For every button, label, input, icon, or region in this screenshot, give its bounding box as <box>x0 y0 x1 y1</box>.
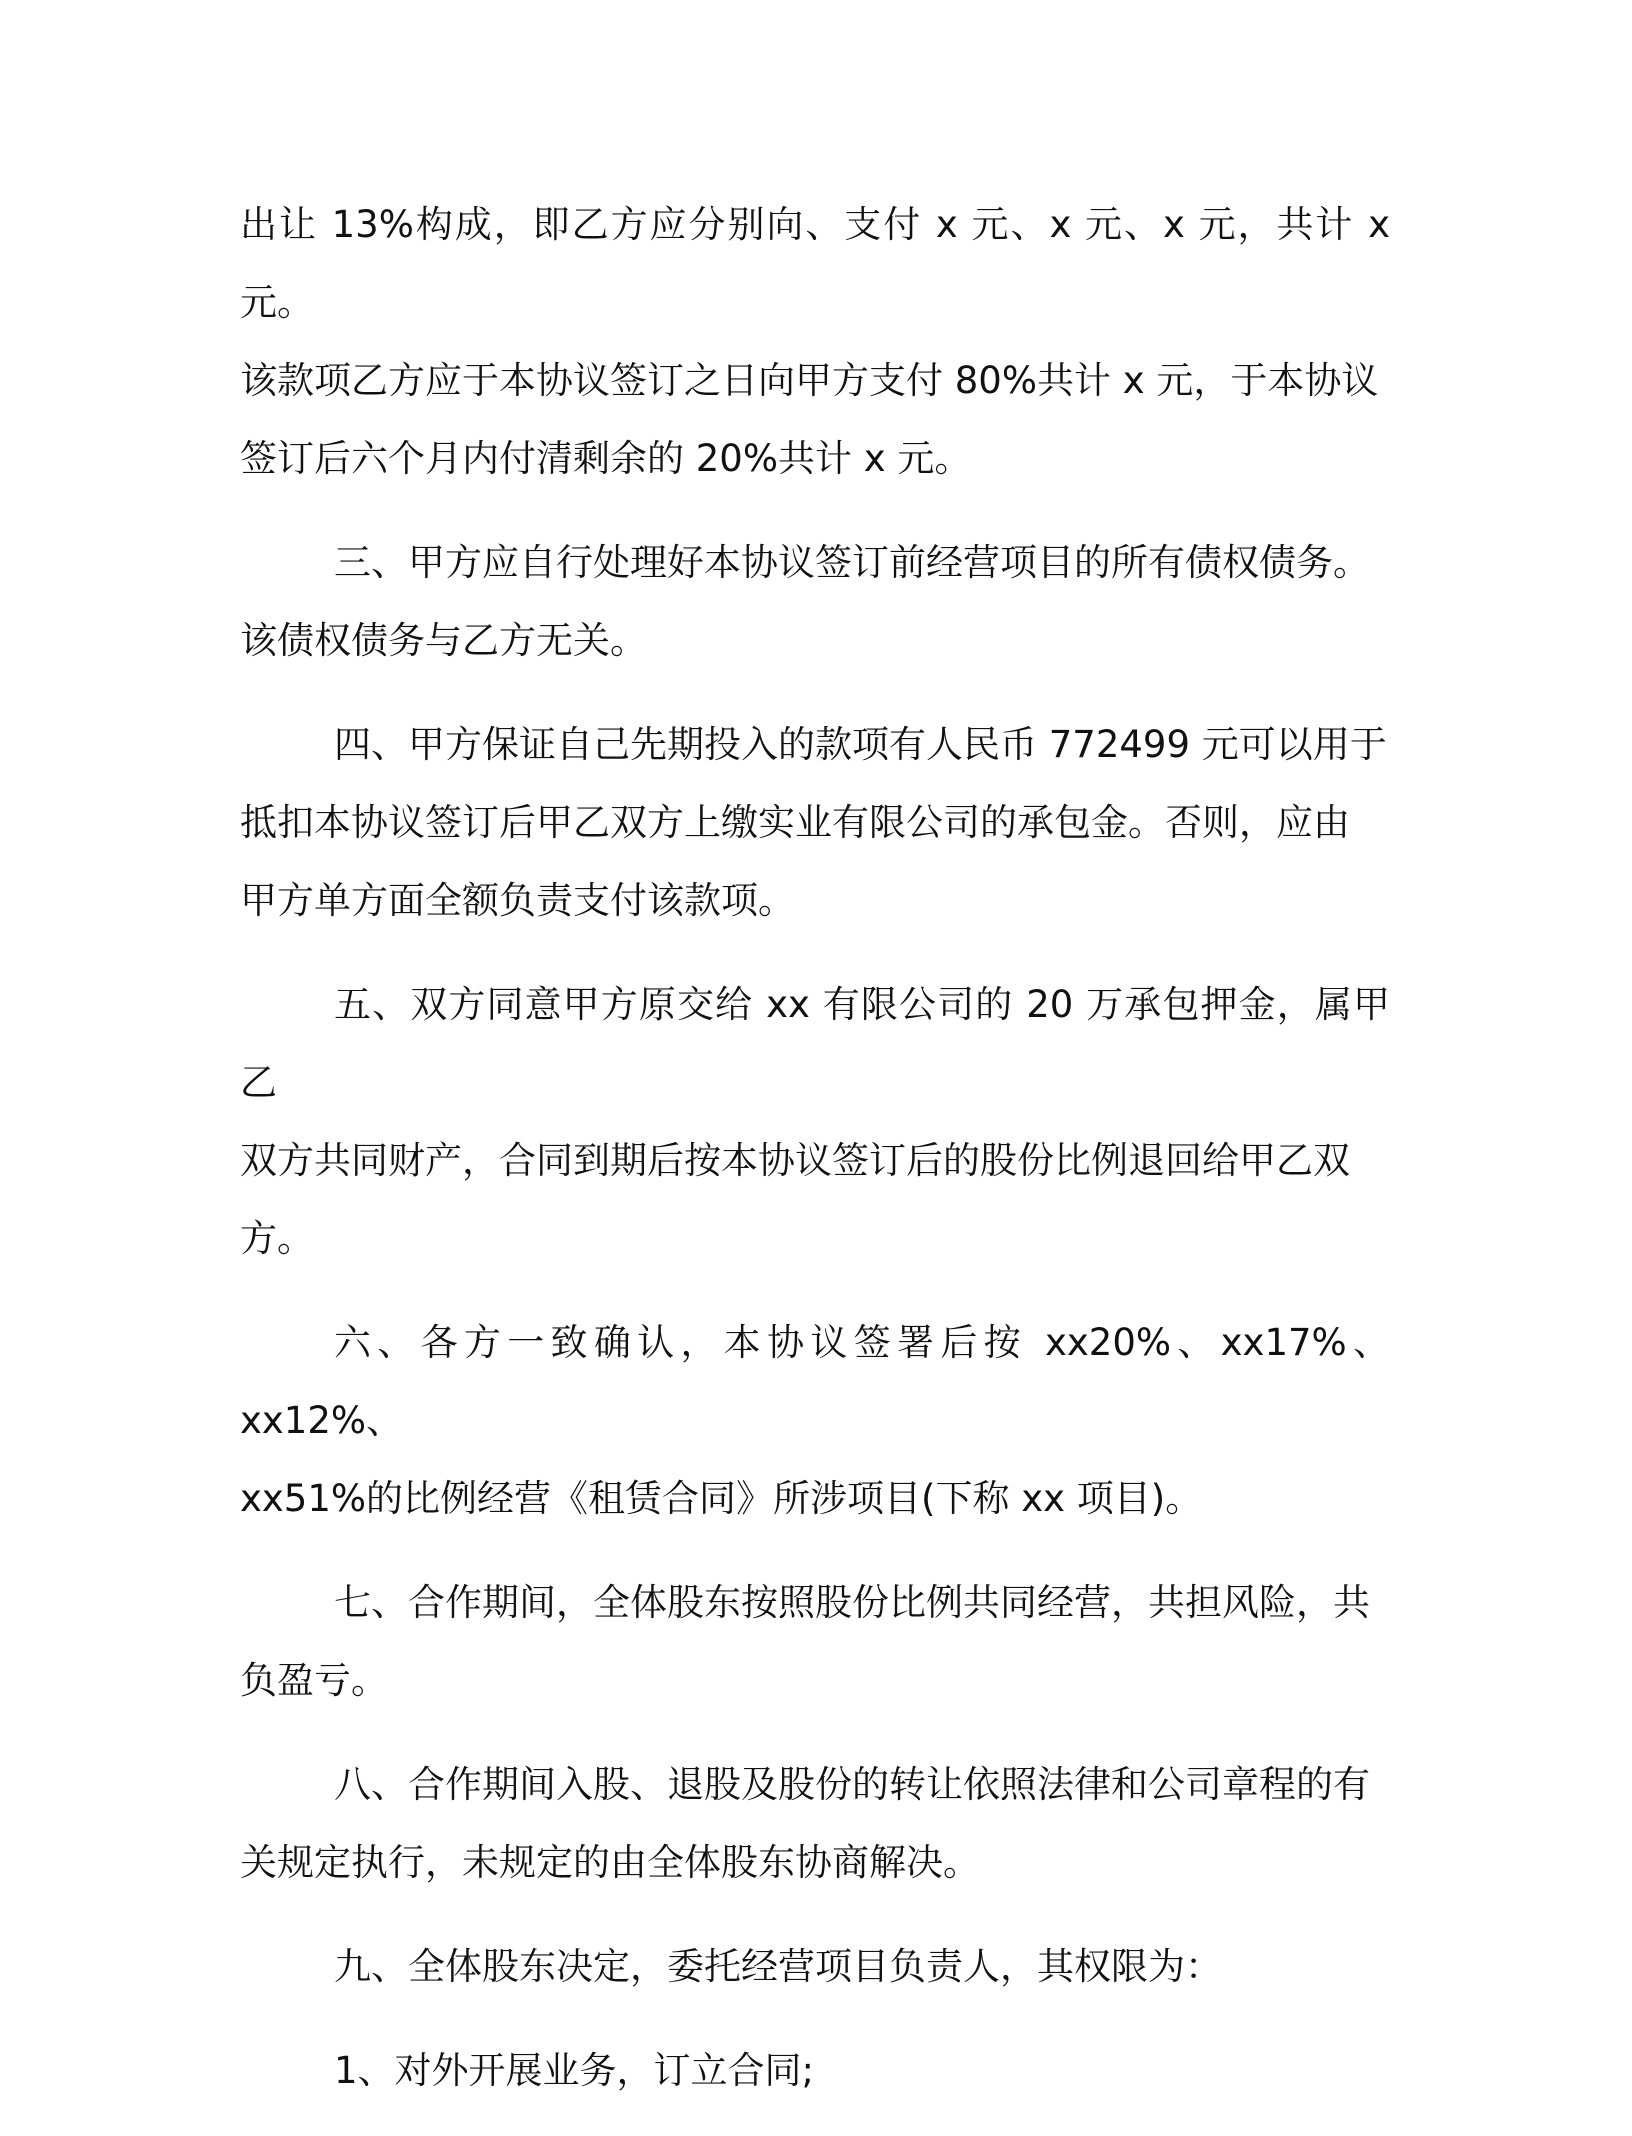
text-line: 该债权债务与乙方无关。 <box>240 619 647 662</box>
text-line: 五、双方同意甲方原交给 xx 有限公司的 20 万承包押金，属甲乙 <box>240 983 1390 1104</box>
clause-7 <box>240 1564 1390 1720</box>
text-line: 七、合作期间，全体股东按照股份比例共同经营，共担风险，共 <box>334 1581 1370 1624</box>
text-line: 三、甲方应自行处理好本协议签订前经营项目的所有债权债务。 <box>334 541 1370 584</box>
clause-6 <box>240 1304 1390 1538</box>
text-line: 双方共同财产，合同到期后按本协议签订后的股份比例退回给甲乙双 <box>240 1139 1350 1182</box>
clause-3 <box>240 524 1390 680</box>
clause-4 <box>240 706 1390 940</box>
text-line: 四、甲方保证自己先期投入的款项有人民币 772499 元可以用于 <box>334 723 1387 766</box>
text-line: 六、各方一致确认，本协议签署后按 xx20%、xx17%、xx12%、 <box>240 1321 1390 1442</box>
text-line: xx51%的比例经营《租赁合同》所涉项目(下称 xx 项目)。 <box>240 1477 1203 1520</box>
document-body <box>240 186 1390 2136</box>
text-line: 九、全体股东决定，委托经营项目负责人，其权限为： <box>334 1945 1222 1988</box>
clause-5 <box>240 966 1390 1278</box>
text-line: 负盈亏。 <box>240 1659 388 1702</box>
text-line: 1、对外开展业务，订立合同; <box>334 2049 815 2092</box>
clause-8 <box>240 1746 1390 1902</box>
text-line: 八、合作期间入股、退股及股份的转让依照法律和公司章程的有 <box>334 1763 1370 1806</box>
text-line: 抵扣本协议签订后甲乙双方上缴实业有限公司的承包金。否则，应由 <box>240 801 1350 844</box>
text-line: 关规定执行，未规定的由全体股东协商解决。 <box>240 1841 980 1884</box>
text-line: 出让 13%构成，即乙方应分别向、支付 x 元、x 元、x 元，共计 x 元。 <box>240 203 1390 324</box>
clause-9 <box>240 1928 1390 2006</box>
text-line: 方。 <box>240 1217 314 1260</box>
text-line: 该款项乙方应于本协议签订之日向甲方支付 80%共计 x 元，于本协议 <box>240 359 1379 402</box>
clause-9-item-1 <box>240 2032 1390 2110</box>
text-line: 签订后六个月内付清剩余的 20%共计 x 元。 <box>240 437 972 480</box>
text-line: 甲方单方面全额负责支付该款项。 <box>240 879 795 922</box>
paragraph-payment-terms <box>240 186 1390 498</box>
